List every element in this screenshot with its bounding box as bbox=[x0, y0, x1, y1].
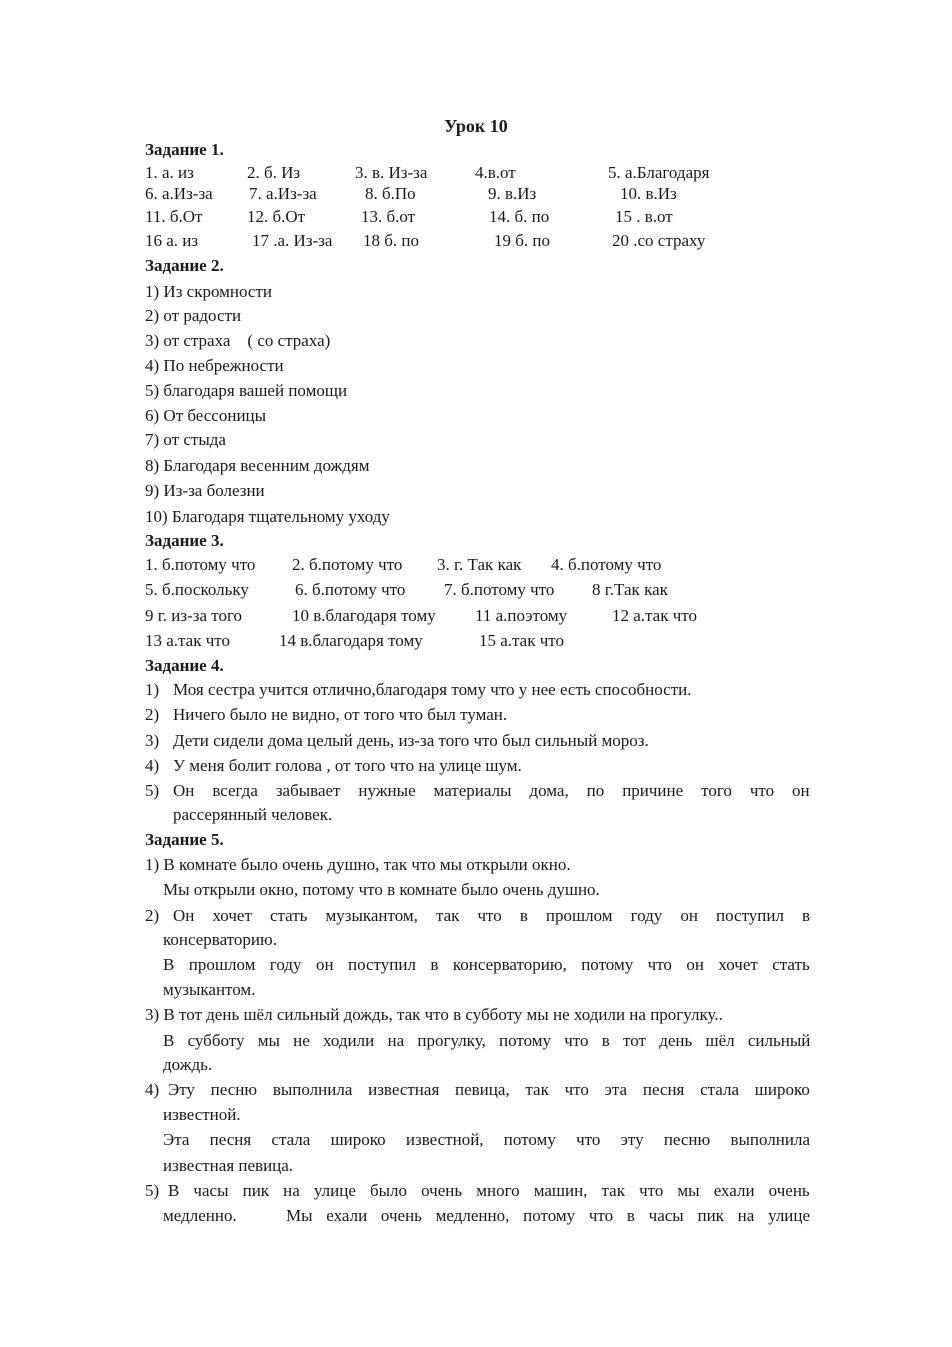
list-number: 5) bbox=[145, 781, 160, 800]
list-number: 3) bbox=[145, 731, 160, 750]
task3-heading: Задание 3. bbox=[145, 531, 224, 550]
list-item: 6) От бессоницы bbox=[145, 406, 267, 425]
list-item-continuation: консерваторию. bbox=[163, 930, 277, 949]
task4-heading: Задание 4. bbox=[145, 656, 224, 675]
list-item: 4) По небрежности bbox=[145, 356, 284, 375]
task1-answer: 4.в.от bbox=[475, 163, 516, 182]
list-number: 1) bbox=[145, 680, 160, 699]
task1-answer: 19 б. по bbox=[494, 231, 550, 250]
list-item: В часы пик на улице было очень много машин, так что мы ехали очень bbox=[168, 1181, 810, 1200]
task1-answer: 10. в.Из bbox=[620, 184, 677, 203]
list-item-continuation: В прошлом году он поступил в консерваторию, потому что он хочет стать bbox=[163, 955, 810, 974]
list-item: 1) В комнате было очень душно, так что мы открыли окно. bbox=[145, 855, 571, 874]
task1-answer: 7. а.Из-за bbox=[249, 184, 317, 203]
task1-answer: 17 .а. Из-за bbox=[252, 231, 333, 250]
list-item: 3) от страха ( со страха) bbox=[145, 331, 331, 350]
list-item: Он хочет стать музыкантом, так что в прошлом году он поступил в bbox=[173, 906, 811, 925]
task3-answer: 10 в.благодаря тому bbox=[292, 606, 436, 625]
list-item-continuation: дождь. bbox=[163, 1055, 213, 1074]
task3-answer: 14 в.благодаря тому bbox=[279, 631, 423, 650]
task3-answer: 13 а.так что bbox=[145, 631, 230, 650]
task1-answer: 11. б.От bbox=[145, 207, 203, 226]
list-item-continuation: В субботу мы не ходили на прогулку, потому что в тот день шёл сильный bbox=[163, 1031, 811, 1050]
list-item: 5) благодаря вашей помощи bbox=[145, 381, 348, 400]
task1-answer: 20 .со страху bbox=[612, 231, 706, 250]
task3-answer: 7. б.потому что bbox=[444, 580, 555, 599]
list-item-continuation: известная певица. bbox=[163, 1156, 294, 1175]
task3-answer: 5. б.поскольку bbox=[145, 580, 249, 599]
task3-answer: 15 а.так что bbox=[479, 631, 564, 650]
list-number: 5) bbox=[145, 1181, 160, 1200]
task3-answer: 6. б.потому что bbox=[295, 580, 406, 599]
task1-answer: 15 . в.от bbox=[615, 207, 673, 226]
task1-heading: Задание 1. bbox=[145, 140, 224, 159]
list-item-continuation: известной. bbox=[163, 1105, 241, 1124]
list-item: 3) В тот день шёл сильный дождь, так что в субботу мы не ходили на прогулку.. bbox=[145, 1005, 723, 1024]
task1-answer: 16 а. из bbox=[145, 231, 199, 250]
list-item-continuation: Мы открыли окно, потому что в комнате было очень душно. bbox=[163, 880, 600, 899]
list-number: 2) bbox=[145, 705, 160, 724]
task3-answer: 4. б.потому что bbox=[551, 555, 662, 574]
task1-answer: 12. б.От bbox=[247, 207, 306, 226]
task5-heading: Задание 5. bbox=[145, 830, 224, 849]
task1-answer: 14. б. по bbox=[489, 207, 550, 226]
list-item-continuation: медленно. bbox=[163, 1206, 237, 1225]
task1-answer: 6. а.Из-за bbox=[145, 184, 213, 203]
list-number: 4) bbox=[145, 756, 160, 775]
list-item: Дети сидели дома целый день, из-за того что был сильный мороз. bbox=[173, 731, 649, 750]
task1-answer: 18 б. по bbox=[363, 231, 419, 250]
task3-answer: 8 г.Так как bbox=[592, 580, 668, 599]
task1-answer: 2. б. Из bbox=[247, 163, 301, 182]
list-item: 9) Из-за болезни bbox=[145, 481, 265, 500]
list-item-continuation: Мы ехали очень медленно, потому что в часы пик на улице bbox=[286, 1206, 811, 1225]
task1-answer: 9. в.Из bbox=[488, 184, 537, 203]
list-item: Ничего было не видно, от того что был туман. bbox=[173, 705, 508, 724]
list-item: Эту песню выполнила известная певица, так что эта песня стала широко bbox=[168, 1080, 810, 1099]
task1-answer: 8. б.По bbox=[365, 184, 416, 203]
list-item-continuation: Эта песня стала широко известной, потому что эту песню выполнила bbox=[163, 1130, 811, 1149]
list-number: 4) bbox=[145, 1080, 160, 1099]
list-item: 10) Благодаря тщательному уходу bbox=[145, 507, 390, 526]
list-item: 7) от стыда bbox=[145, 430, 226, 449]
task3-answer: 3. г. Так как bbox=[437, 555, 522, 574]
task3-answer: 2. б.потому что bbox=[292, 555, 403, 574]
list-item: 2) от радости bbox=[145, 306, 242, 325]
task3-answer: 11 а.поэтому bbox=[475, 606, 568, 625]
lesson-title: Урок 10 bbox=[444, 116, 508, 136]
task1-answer: 13. б.от bbox=[361, 207, 416, 226]
task2-heading: Задание 2. bbox=[145, 256, 224, 275]
task1-answer: 5. а.Благодаря bbox=[608, 163, 710, 182]
list-item: 1) Из скромности bbox=[145, 282, 272, 301]
list-item: Моя сестра учится отлично,благодаря тому что у нее есть способности. bbox=[173, 680, 692, 699]
list-item-continuation: рассерянный человек. bbox=[173, 805, 333, 824]
list-item: Он всегда забывает нужные материалы дома, по причине того что он bbox=[173, 781, 810, 800]
task3-answer: 12 а.так что bbox=[612, 606, 697, 625]
list-item: 8) Благодаря весенним дождям bbox=[145, 456, 370, 475]
task3-answer: 9 г. из-за того bbox=[145, 606, 243, 625]
task1-answer: 3. в. Из-за bbox=[355, 163, 428, 182]
task3-answer: 1. б.потому что bbox=[145, 555, 256, 574]
list-item-continuation: музыкантом. bbox=[163, 980, 256, 999]
list-number: 2) bbox=[145, 906, 160, 925]
task1-answer: 1. а. из bbox=[145, 163, 194, 182]
list-item: У меня болит голова , от того что на улице шум. bbox=[173, 756, 522, 775]
